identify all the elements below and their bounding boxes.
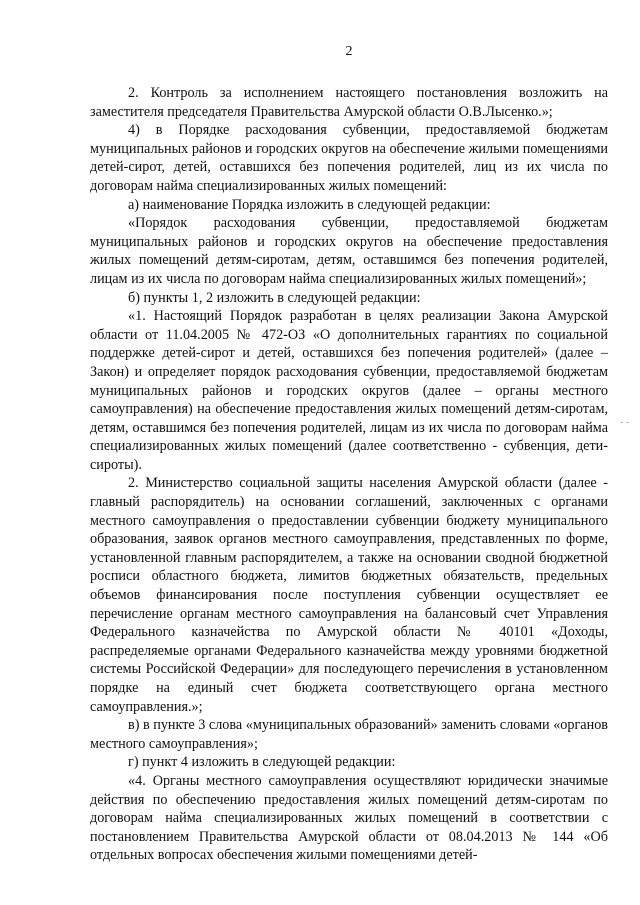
- paragraph-item-4v: в) в пункте 3 слова «муниципальных образований» заменить словами «органов местного самоуправления»;: [90, 717, 608, 752]
- margin-mark: - -: [620, 417, 630, 428]
- paragraph-point-4: «4. Органы местного самоуправления осуществляют юридически значимые действия по обеспечению предоставления жилых помещений детям-сиротам по договорам найма специализированных жилых помещений в соответствии с постановлением Правительства Амурской области от 08.04.2013 № 144 «Об отдельных вопросах обеспечения жилыми помещениями детей-: [90, 772, 608, 864]
- paragraph-item-4g: г) пункт 4 изложить в следующей редакции:: [128, 754, 396, 771]
- paragraph-control-clause: 2. Контроль за исполнением настоящего постановления возложить на заместителя председателя Правительства Амурской области О.В.Лысенко.»;: [90, 85, 608, 120]
- paragraph-point-2: 2. Министерство социальной защиты населения Амурской области (далее - главный распорядитель) на основании соглашений, заключенных с органами местного самоуправления о предоставлении субвенции бюджету муниципального образования, заявок органов местного самоуправления, представленных по форме, установленной главным распорядителем, а также на основании сводной бюджетной росписи областного бюджета, лимитов бюджетных обязательств, предельных объемов финансирования после поступления субвенции осуществляет ее перечисление органам местного самоуправления на балансовый счет Управления Федерального казначейства по Амурской области № 40101 «Доходы, распределяемые органами Федерального казначейства между уровнями бюджетной системы Российской Федерации» для последующего перечисления в установленном порядке на единый счет бюджета соответствующего органа местного самоуправления.»;: [90, 475, 608, 715]
- paragraph-item-4a: а) наименование Порядка изложить в следующей редакции:: [128, 196, 491, 213]
- document-body: [90, 84, 608, 865]
- page-number: 2: [345, 44, 353, 59]
- paragraph-item-4: 4) в Порядке расходования субвенции, предоставляемой бюджетам муниципальных районов и городских округов на обеспечение жилыми помещениями детей-сирот, детей, оставшихся без попечения родителей, лиц из их числа по договорам найма специализированных жилых помещений:: [90, 122, 608, 194]
- paragraph-procedure-title: «Порядок расходования субвенции, предоставляемой бюджетам муниципальных районов и городских округов на обеспечение предоставления жилых помещений детям-сиротам, детям, оставшимся без попечения родителей, лицам из их числа по договорам найма специализированных жилых помещений»;: [90, 215, 608, 287]
- paragraph-point-1: «1. Настоящий Порядок разработан в целях реализации Закона Амурской области от 11.04.2005 № 472-ОЗ «О дополнительных гарантиях по социальной поддержке детей-сирот и детей, оставшихся без попечения родителей» (далее – Закон) и определяет порядок расходования субвенции, предоставляемой бюджетам муниципальных районов и городских округов (далее – органы местного самоуправления) на обеспечение предоставления жилых помещений детям-сиротам, детям, оставшимся без попечения родителей, лицам из их числа по договорам найма специализированных жилых помещений (далее соответственно - субвенция, дети-сироты).: [90, 308, 608, 473]
- paragraph-item-4b: б) пункты 1, 2 изложить в следующей редакции:: [128, 289, 421, 306]
